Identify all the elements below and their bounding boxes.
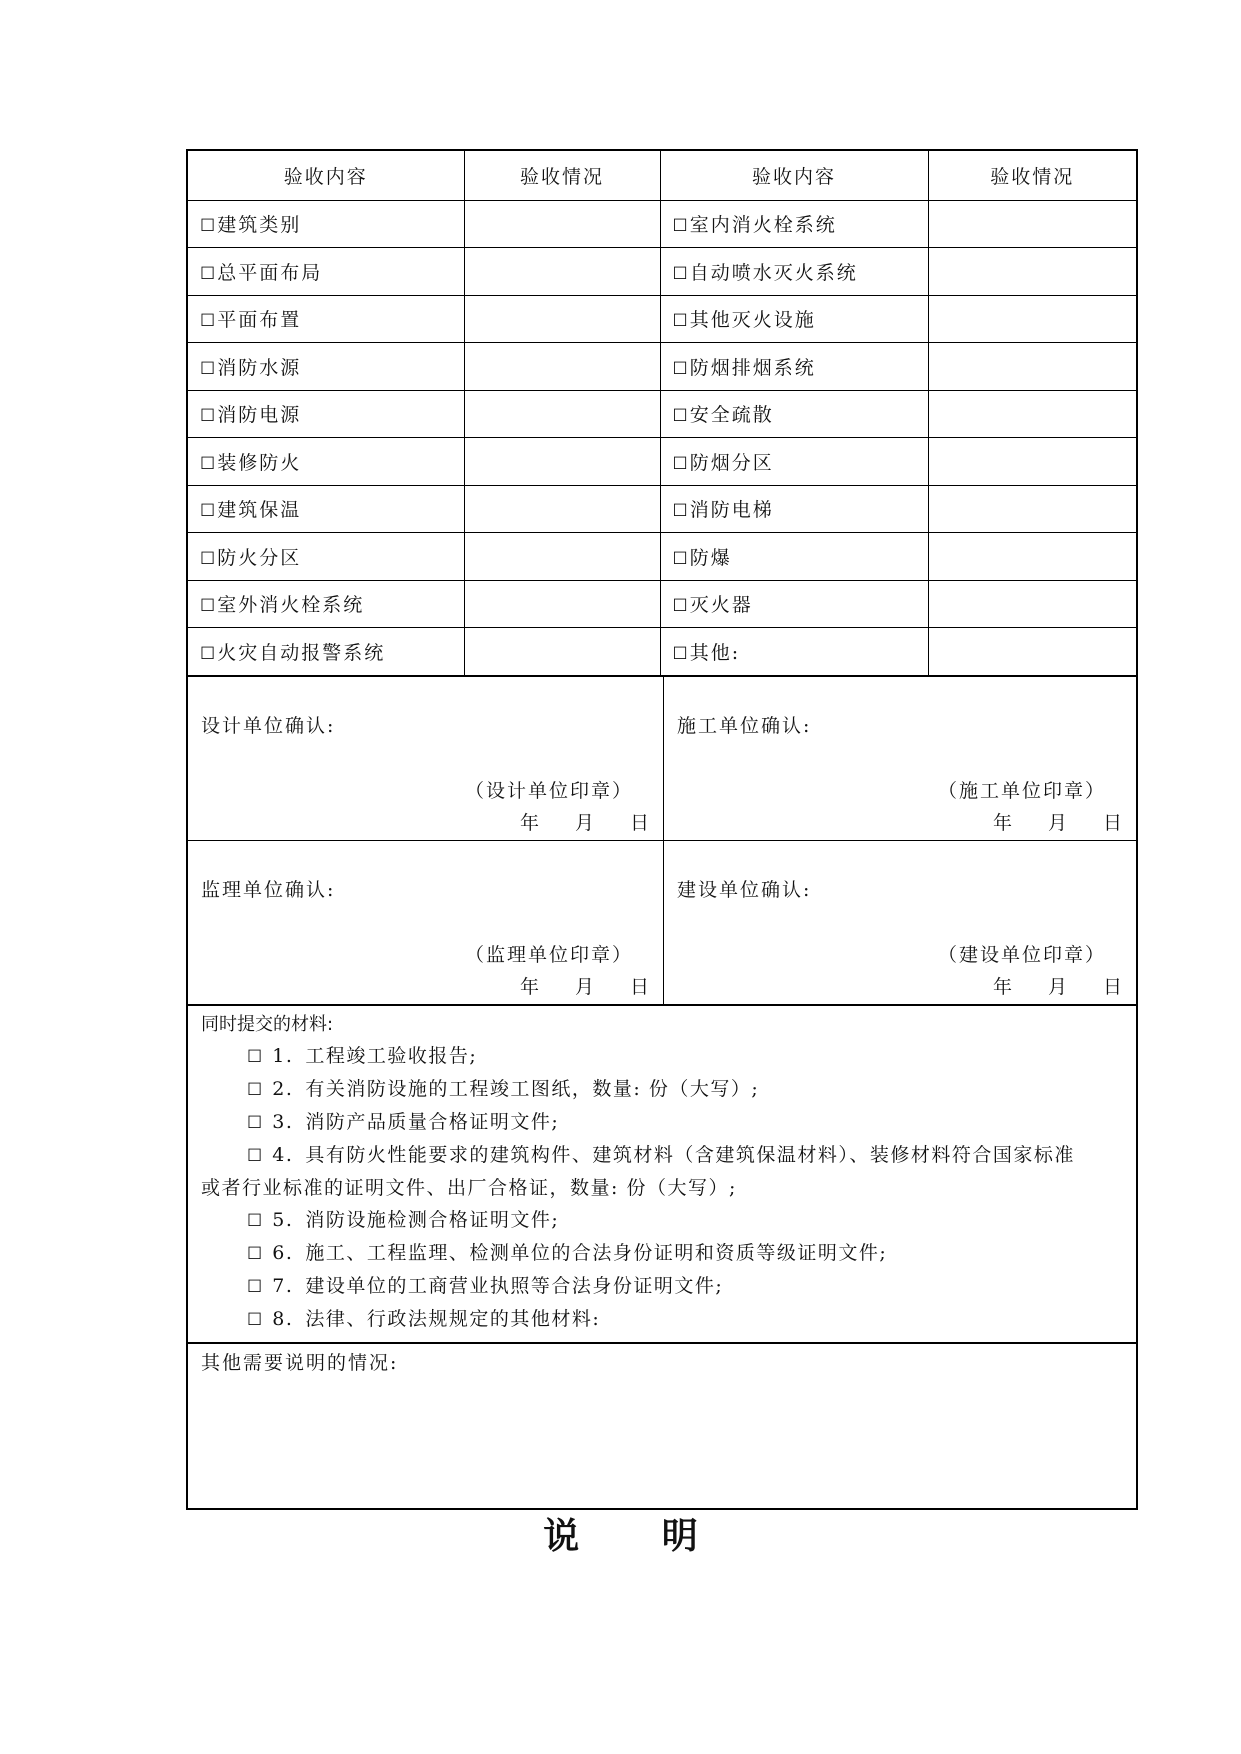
- check-item-cell: [188, 248, 464, 296]
- supervision-unit-label: 监理单位确认:: [201, 878, 336, 901]
- other-notes-label: 其他需要说明的情况:: [201, 1351, 399, 1374]
- check-item-cell: [660, 580, 928, 628]
- checkbox-icon[interactable]: ☐: [200, 596, 216, 617]
- date-day: 日: [629, 811, 649, 834]
- owner-unit-date: [957, 972, 1122, 999]
- date-day: 日: [1102, 811, 1122, 834]
- owner-unit-label: 建设单位确认:: [677, 878, 812, 901]
- checkbox-icon[interactable]: ☐: [247, 1243, 263, 1264]
- material-text: 具有防火性能要求的建筑构件、建筑材料（含建筑保温材料）、装修材料符合国家标准: [305, 1143, 1075, 1166]
- acceptance-status-cell[interactable]: [928, 200, 1136, 248]
- acceptance-status-cell[interactable]: [928, 248, 1136, 296]
- checkbox-icon[interactable]: ☐: [247, 1210, 263, 1231]
- construction-unit-confirm: [663, 677, 1136, 840]
- checkbox-icon[interactable]: ☐: [200, 216, 216, 237]
- material-number: 8.: [272, 1307, 294, 1330]
- design-unit-seal: （设计单位印章）: [464, 779, 633, 802]
- design-unit-label: 设计单位确认:: [201, 714, 336, 737]
- check-item-cell: [188, 390, 464, 438]
- material-item: [201, 1073, 1124, 1106]
- page-heading: 说 明: [543, 1516, 698, 1557]
- acceptance-status-cell[interactable]: [464, 200, 660, 248]
- table-row: [188, 628, 1136, 676]
- checkbox-icon[interactable]: ☐: [672, 643, 688, 664]
- header-status-right: 验收情况: [928, 151, 1136, 200]
- check-item-label: 其他:: [689, 641, 741, 664]
- material-item: [201, 1139, 1124, 1172]
- check-item-cell: [188, 200, 464, 248]
- material-item: [201, 1040, 1124, 1073]
- date-month: 月: [574, 975, 594, 998]
- checkbox-icon[interactable]: ☐: [247, 1309, 263, 1330]
- checkbox-icon[interactable]: ☐: [200, 263, 216, 284]
- date-month: 月: [1047, 811, 1067, 834]
- material-number: 1.: [272, 1044, 294, 1067]
- check-item-label: 室外消火栓系统: [217, 594, 365, 617]
- materials-title: 同时提交的材料:: [201, 1013, 334, 1035]
- table-row: [188, 533, 1136, 581]
- acceptance-status-cell[interactable]: [928, 533, 1136, 581]
- construction-unit-seal: （施工单位印章）: [937, 779, 1106, 802]
- checkbox-icon[interactable]: ☐: [200, 406, 216, 427]
- material-number: 6.: [272, 1241, 294, 1264]
- check-item-label: 建筑类别: [217, 214, 302, 237]
- table-header-row: [188, 151, 1136, 200]
- acceptance-status-cell[interactable]: [464, 580, 660, 628]
- checkbox-icon[interactable]: ☐: [672, 501, 688, 522]
- check-item-label: 火灾自动报警系统: [217, 641, 386, 664]
- materials-list: [201, 1040, 1124, 1336]
- check-item-cell: [660, 248, 928, 296]
- construction-unit-label: 施工单位确认:: [677, 714, 812, 737]
- submitted-materials: [188, 1004, 1136, 1342]
- table-row: [188, 390, 1136, 438]
- material-text: 建设单位的工商营业执照等合法身份证明文件;: [305, 1274, 724, 1297]
- check-item-label: 防爆: [689, 546, 732, 569]
- check-item-label: 防烟排烟系统: [689, 356, 816, 379]
- check-item-label: 消防电梯: [689, 499, 774, 522]
- material-item: [201, 1106, 1124, 1139]
- material-item: [201, 1204, 1124, 1237]
- checkbox-icon[interactable]: ☐: [200, 501, 216, 522]
- acceptance-status-cell[interactable]: [464, 533, 660, 581]
- check-item-label: 灭火器: [689, 594, 753, 617]
- check-item-label: 防火分区: [217, 546, 302, 569]
- checkbox-icon[interactable]: ☐: [200, 548, 216, 569]
- table-row: [188, 343, 1136, 391]
- table-row: [188, 580, 1136, 628]
- checkbox-icon[interactable]: ☐: [200, 643, 216, 664]
- checkbox-icon[interactable]: ☐: [247, 1112, 263, 1133]
- material-item: [201, 1237, 1124, 1270]
- material-text: 法律、行政法规规定的其他材料:: [305, 1307, 601, 1330]
- check-item-label: 总平面布局: [217, 261, 323, 284]
- check-item-cell: [188, 438, 464, 486]
- date-day: 日: [1102, 975, 1122, 998]
- material-text: 有关消防设施的工程竣工图纸，数量: 份（大写）;: [305, 1077, 760, 1100]
- supervision-unit-seal: （监理单位印章）: [464, 943, 633, 966]
- checkbox-icon[interactable]: ☐: [672, 216, 688, 237]
- check-item-cell: [188, 295, 464, 343]
- checkbox-icon[interactable]: ☐: [200, 311, 216, 332]
- acceptance-form: [186, 149, 1138, 1510]
- table-row: [188, 438, 1136, 486]
- checkbox-icon[interactable]: ☐: [247, 1276, 263, 1297]
- material-number: 2.: [272, 1077, 294, 1100]
- checkbox-icon[interactable]: ☐: [672, 263, 688, 284]
- check-item-label: 防烟分区: [689, 451, 774, 474]
- table-row: [188, 485, 1136, 533]
- confirm-row-1: [188, 676, 1136, 840]
- check-item-label: 安全疏散: [689, 404, 774, 427]
- table-row: [188, 248, 1136, 296]
- checkbox-icon[interactable]: ☐: [672, 596, 688, 617]
- check-item-label: 建筑保温: [217, 499, 302, 522]
- material-text: 工程竣工验收报告;: [305, 1044, 478, 1067]
- material-number: 3.: [272, 1110, 294, 1133]
- acceptance-status-cell[interactable]: [464, 438, 660, 486]
- checkbox-icon[interactable]: ☐: [200, 358, 216, 379]
- check-item-cell: [188, 533, 464, 581]
- date-day: 日: [629, 975, 649, 998]
- checkbox-icon[interactable]: ☐: [672, 453, 688, 474]
- acceptance-status-cell[interactable]: [928, 485, 1136, 533]
- check-item-label: 其他灭火设施: [689, 309, 816, 332]
- material-item: [201, 1303, 1124, 1336]
- material-item: [201, 1270, 1124, 1303]
- acceptance-status-cell[interactable]: [928, 628, 1136, 676]
- check-item-cell: [188, 343, 464, 391]
- checkbox-icon[interactable]: ☐: [247, 1079, 263, 1100]
- checkbox-icon[interactable]: ☐: [672, 548, 688, 569]
- other-notes-section[interactable]: [188, 1342, 1136, 1508]
- material-text: 消防产品质量合格证明文件;: [305, 1110, 560, 1133]
- acceptance-status-cell[interactable]: [928, 390, 1136, 438]
- owner-unit-seal: （建设单位印章）: [937, 943, 1106, 966]
- check-item-cell: [188, 485, 464, 533]
- header-status-left: 验收情况: [464, 151, 660, 200]
- acceptance-status-cell[interactable]: [928, 580, 1136, 628]
- material-number: 5.: [272, 1208, 294, 1231]
- checkbox-icon[interactable]: ☐: [247, 1046, 263, 1067]
- checkbox-icon[interactable]: ☐: [672, 358, 688, 379]
- check-item-cell: [660, 295, 928, 343]
- acceptance-status-cell[interactable]: [464, 248, 660, 296]
- date-year: 年: [992, 811, 1012, 834]
- check-item-cell: [660, 533, 928, 581]
- checkbox-icon[interactable]: ☐: [247, 1145, 263, 1166]
- check-item-cell: [188, 628, 464, 676]
- date-month: 月: [574, 811, 594, 834]
- material-number: 4.: [272, 1143, 294, 1166]
- acceptance-status-cell[interactable]: [464, 295, 660, 343]
- check-item-cell: [660, 343, 928, 391]
- supervision-unit-confirm: [188, 841, 663, 1004]
- acceptance-status-cell[interactable]: [464, 390, 660, 438]
- construction-unit-date: [957, 808, 1122, 835]
- table-row: [188, 295, 1136, 343]
- check-item-label: 自动喷水灭火系统: [689, 261, 858, 284]
- date-year: 年: [992, 975, 1012, 998]
- date-month: 月: [1047, 975, 1067, 998]
- check-item-cell: [188, 580, 464, 628]
- header-content-right: 验收内容: [660, 151, 928, 200]
- checkbox-icon[interactable]: ☐: [672, 311, 688, 332]
- material-text: 施工、工程监理、检测单位的合法身份证明和资质等级证明文件;: [305, 1241, 888, 1264]
- material-text-continuation: 或者行业标准的证明文件、出厂合格证，数量: 份（大写）;: [201, 1176, 737, 1199]
- check-item-label: 装修防火: [217, 451, 302, 474]
- acceptance-table: [188, 151, 1136, 676]
- acceptance-status-cell[interactable]: [464, 343, 660, 391]
- table-row: [188, 200, 1136, 248]
- header-content-left: 验收内容: [188, 151, 464, 200]
- date-year: 年: [519, 975, 539, 998]
- design-unit-date: [484, 808, 649, 835]
- check-item-label: 消防水源: [217, 356, 302, 379]
- acceptance-status-cell[interactable]: [928, 295, 1136, 343]
- check-item-label: 室内消火栓系统: [689, 214, 837, 237]
- owner-unit-confirm: [663, 841, 1136, 1004]
- acceptance-status-cell[interactable]: [928, 343, 1136, 391]
- check-item-cell: [660, 485, 928, 533]
- check-item-cell: [660, 200, 928, 248]
- supervision-unit-date: [484, 972, 649, 999]
- acceptance-status-cell[interactable]: [464, 628, 660, 676]
- check-item-cell: [660, 628, 928, 676]
- material-text: 消防设施检测合格证明文件;: [305, 1208, 560, 1231]
- confirm-row-2: [188, 840, 1136, 1004]
- check-item-label: 消防电源: [217, 404, 302, 427]
- check-item-cell: [660, 390, 928, 438]
- date-year: 年: [519, 811, 539, 834]
- checkbox-icon[interactable]: ☐: [672, 406, 688, 427]
- acceptance-status-cell[interactable]: [928, 438, 1136, 486]
- material-number: 7.: [272, 1274, 294, 1297]
- design-unit-confirm: [188, 677, 663, 840]
- checkbox-icon[interactable]: ☐: [200, 453, 216, 474]
- check-item-cell: [660, 438, 928, 486]
- acceptance-status-cell[interactable]: [464, 485, 660, 533]
- check-item-label: 平面布置: [217, 309, 302, 332]
